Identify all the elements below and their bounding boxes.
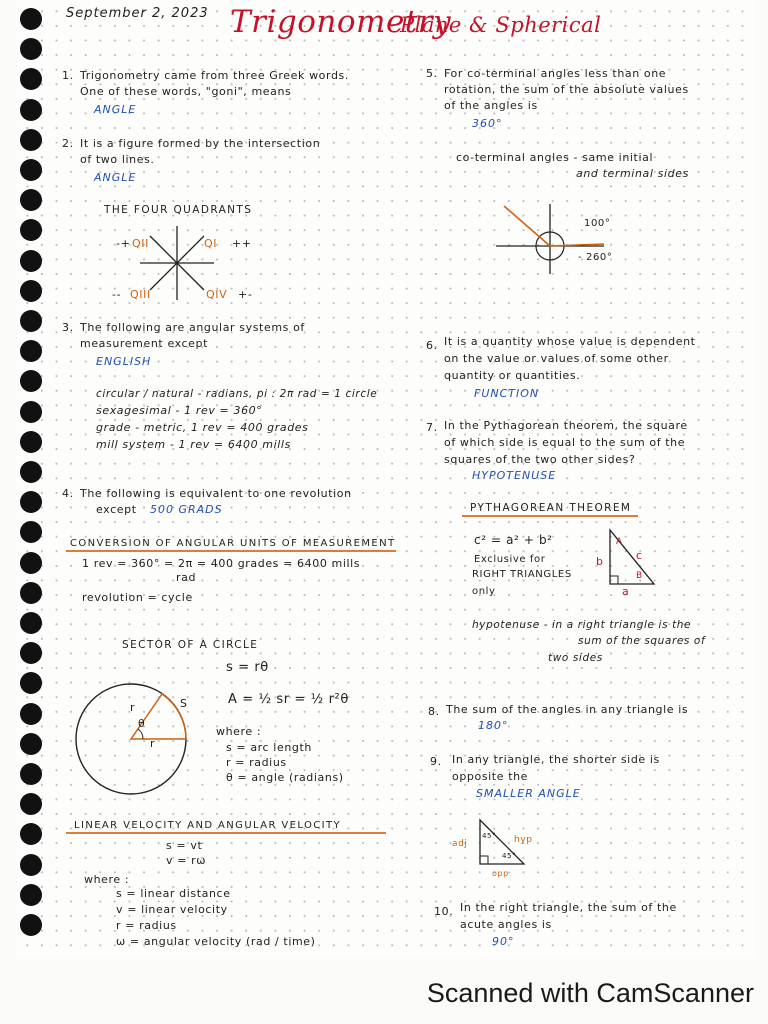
q5-line: rotation, the sum of the absolute values [444, 83, 689, 96]
q1-number: 1. [62, 69, 74, 82]
conversion-title: CONVERSION OF ANGULAR UNITS OF MEASUREMENT [70, 538, 396, 549]
q3-number: 3. [62, 321, 74, 334]
q7-line: squares of the two other sides? [444, 453, 636, 466]
q9-line: opposite the [452, 770, 529, 783]
notebook-page [16, 0, 754, 958]
q5-line: of the angles is [444, 99, 538, 112]
triangle-side-a: a [622, 585, 630, 598]
binder-hole [20, 310, 42, 332]
quadrant-diagram [140, 226, 214, 300]
page-subtitle: Plane & Spherical [400, 13, 602, 37]
binder-hole [20, 552, 42, 574]
hypotenuse-def: sum of the squares of [578, 635, 706, 647]
binder-hole [20, 793, 42, 815]
binder-hole [20, 68, 42, 90]
page-title: Trigonometry [230, 4, 452, 40]
sector-formula: A = ½ sr = ½ r²θ [228, 692, 349, 707]
q7-line: of which side is equal to the sum of the [444, 436, 686, 449]
q2-answer: ANGLE [94, 171, 137, 184]
quadrant-label: QII [132, 237, 149, 250]
binder-hole [20, 280, 42, 302]
conversion-line: revolution = cycle [82, 591, 193, 604]
q8-answer: 180° [478, 719, 509, 732]
quadrant-sign: ++ [232, 237, 252, 250]
binder-hole [20, 582, 42, 604]
velocity-title: LINEAR VELOCITY AND ANGULAR VELOCITY [74, 820, 342, 831]
sector-label-s: S [180, 697, 188, 710]
triangle-label-adj: adj [452, 839, 468, 849]
binder-hole [20, 129, 42, 151]
triangle-vertex-A: A [616, 537, 623, 547]
sector-def: s = arc length [226, 741, 312, 754]
binder-hole [20, 612, 42, 634]
pythag-note: RIGHT TRIANGLES [472, 569, 572, 580]
q6-line: on the value or values of some other [444, 352, 669, 365]
binder-hole [20, 854, 42, 876]
velocity-formula: s = vt [166, 839, 203, 852]
triangle-vertex-B: B [636, 571, 643, 581]
system-line: circular / natural - radians, pi : 2π rad = 1 circle [96, 388, 378, 400]
q8-line: The sum of the angles in any triangle is [446, 703, 689, 716]
q1-answer: ANGLE [94, 103, 137, 116]
binder-hole [20, 763, 42, 785]
triangle-side-c: c [636, 549, 643, 562]
q6-answer: FUNCTION [474, 387, 540, 400]
sector-label-r: r [130, 701, 136, 714]
binder-hole [20, 99, 42, 121]
binder-hole [20, 461, 42, 483]
sector-label-theta: θ [138, 717, 146, 730]
binder-hole [20, 884, 42, 906]
q3-answer: ENGLISH [96, 355, 152, 368]
binder-hole [20, 491, 42, 513]
pythag-formula: c² = a² + b² [474, 533, 553, 547]
q2-line: It is a figure formed by the intersection [80, 137, 321, 150]
sector-def: θ = angle (radians) [226, 771, 344, 784]
q3-line: measurement except [80, 337, 209, 350]
triangle-label-hyp: hyp [514, 835, 533, 845]
binder-hole [20, 521, 42, 543]
coterm-angle: - 260° [578, 252, 613, 263]
date: September 2, 2023 [66, 6, 209, 21]
system-line: grade - metric, 1 rev = 400 grades [96, 421, 309, 434]
binder-hole [20, 8, 42, 30]
velocity-where: where : [84, 873, 130, 886]
q5-answer: 360° [472, 117, 503, 130]
hypotenuse-def: hypotenuse - in a right triangle is the [472, 619, 692, 631]
binder-hole [20, 733, 42, 755]
triangle-label-opp: opp [492, 869, 509, 878]
q2-number: 2. [62, 137, 74, 150]
binder-hole [20, 250, 42, 272]
q4-answer: 500 GRADS [150, 503, 223, 516]
sector-title: SECTOR OF A CIRCLE [122, 639, 259, 651]
triangle-side-b: b [596, 555, 604, 568]
q10-line: acute angles is [460, 918, 552, 931]
binder-hole [20, 370, 42, 392]
q6-line: It is a quantity whose value is dependent [444, 335, 696, 348]
q5-number: 5. [426, 67, 438, 80]
coterm-angle: 100° [584, 218, 611, 229]
quadrant-label: QI [204, 237, 218, 250]
velocity-formula: v = rω [166, 854, 207, 867]
q2-line: of two lines. [80, 153, 155, 166]
q7-number: 7. [426, 421, 438, 434]
velocity-def: v = linear velocity [116, 903, 228, 916]
pythag-title: PYTHAGOREAN THEOREM [470, 502, 632, 514]
binder-hole [20, 642, 42, 664]
triangle-angle: 45° [482, 832, 497, 840]
triangle-angle: 45° [502, 852, 517, 860]
binder-hole [20, 159, 42, 181]
sector-formula: s = rθ [226, 660, 269, 675]
q4-prefix: except [96, 503, 137, 516]
q9-line: In any triangle, the shorter side is [452, 753, 660, 766]
binder-hole [20, 189, 42, 211]
pythag-note: Exclusive for [474, 554, 546, 565]
pythag-underline [462, 515, 638, 517]
q1-line: One of these words, "goni", means [80, 85, 292, 98]
system-line: mill system - 1 rev = 6400 mills [96, 438, 291, 451]
q4-line: The following is equivalent to one revolution [80, 487, 352, 500]
sector-def: r = radius [226, 756, 287, 769]
velocity-underline [66, 832, 386, 834]
q10-number: 10. [434, 905, 454, 918]
binder-hole [20, 431, 42, 453]
system-line: sexagesimal - 1 rev = 360° [96, 404, 263, 417]
conversion-line: 1 rev = 360° = 2π = 400 grades = 6400 mills [82, 557, 361, 570]
binder-hole [20, 219, 42, 241]
binder-hole [20, 340, 42, 362]
pythag-note: only [472, 586, 496, 597]
q6-number: 6. [426, 339, 438, 352]
velocity-def: r = radius [116, 919, 177, 932]
velocity-def: ω = angular velocity (rad / time) [116, 935, 316, 948]
binder-hole [20, 703, 42, 725]
q6-line: quantity or quantities. [444, 369, 581, 382]
scanner-watermark: Scanned with CamScanner [426, 978, 754, 1008]
velocity-def: s = linear distance [116, 887, 231, 900]
quadrant-sign: -+ [116, 237, 131, 250]
conversion-rad: rad [176, 571, 197, 584]
q7-answer: HYPOTENUSE [472, 469, 557, 482]
q5-line: For co-terminal angles less than one [444, 67, 667, 80]
binder-hole [20, 914, 42, 936]
quadrant-sign: -- [112, 288, 122, 301]
binder-hole [20, 672, 42, 694]
quadrant-sign: +- [238, 288, 253, 301]
q4-number: 4. [62, 487, 74, 500]
quadrants-title: THE FOUR QUADRANTS [104, 204, 253, 216]
binder-hole [20, 401, 42, 423]
q9-answer: SMALLER ANGLE [476, 787, 581, 800]
q10-answer: 90° [492, 935, 515, 948]
coterm-line: and terminal sides [576, 167, 689, 180]
q9-number: 9. [430, 755, 442, 768]
q7-line: In the Pythagorean theorem, the square [444, 419, 688, 432]
quadrant-label: QIII [130, 288, 151, 301]
hypotenuse-def: two sides [548, 652, 603, 664]
conversion-underline [66, 550, 396, 552]
coterm-line: co-terminal angles - same initial [456, 151, 654, 164]
binder-hole [20, 38, 42, 60]
q1-line: Trigonometry came from three Greek words. [80, 69, 349, 82]
quadrant-label: QIV [206, 288, 228, 301]
q3-line: The following are angular systems of [80, 321, 305, 334]
q10-line: In the right triangle, the sum of the [460, 901, 677, 914]
binder-hole [20, 823, 42, 845]
q8-number: 8. [428, 705, 440, 718]
sector-where: where : [216, 725, 262, 738]
sector-label-r: r [150, 737, 156, 750]
